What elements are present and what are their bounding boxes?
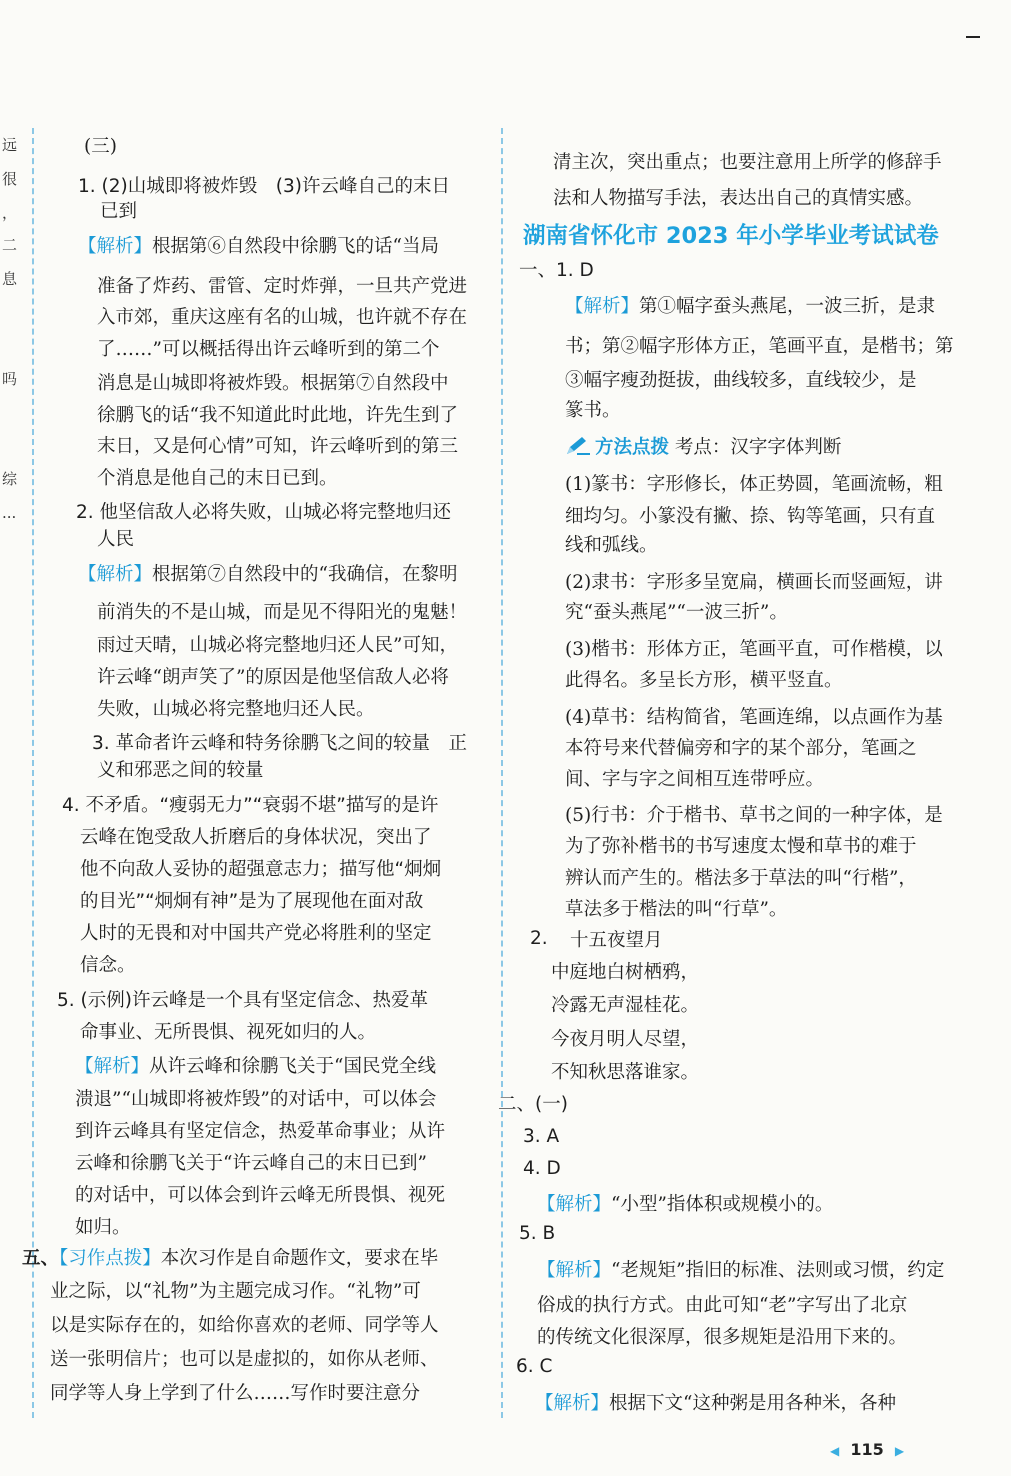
analysis-tag: 【解析】 (565, 296, 640, 317)
analysis-tag: 【解析】 (537, 1260, 612, 1281)
analysis-1-line: 准备了炸药、雷管、定时炸弹，一旦共产党进 (97, 276, 468, 297)
analysis-5-line: 的对话中，可以体会到许云峰无所畏惧、视死 (75, 1185, 446, 1206)
analysis-2-line: 前消失的不是山城，而是见不得阳光的鬼魅！ (97, 602, 468, 623)
answer-6: 6. C (516, 1356, 553, 1377)
answer-4-cont: 的目光”“炯炯有神”是为了展现他在面对敌 (80, 891, 424, 912)
method-tip-topic: 考点：汉字字体判断 (674, 437, 842, 458)
answer-3-cont: 义和邪恶之间的较量 (97, 760, 264, 781)
answer-4: 4. D (523, 1158, 561, 1179)
method-tip-line (565, 436, 841, 461)
writing-tip-line: 同学等人身上学到了什么……写作时要注意分 (50, 1383, 421, 1404)
script-note: 间、字与字之间相互连带呼应。 (565, 769, 825, 790)
column-divider-middle (501, 128, 503, 1418)
analysis-line: 【解析】“小型”指体积或规模小的。 (537, 1194, 834, 1215)
answer-2: 2. 他坚信敌人必将失败，山城必将完整地归还 (76, 502, 452, 523)
analysis-1-line: 个消息是他自己的末日已到。 (97, 468, 338, 489)
prev-arrow-icon: ◀ (830, 1444, 840, 1458)
script-note: (1)篆书：字形修长，体正势圆，笔画流畅，粗 (565, 474, 943, 495)
page-number-bar (830, 1440, 904, 1459)
analysis-line: 【解析】第①幅字蚕头燕尾，一波三折，是隶 (565, 296, 936, 317)
script-note: 辨认而产生的。楷法多于草法的叫“行楷”， (565, 868, 917, 889)
analysis-5-line: 溃退”“山城即将被炸毁”的对话中，可以体会 (75, 1089, 437, 1110)
answer-4-cont: 他不向敌人妥协的超强意志力；描写他“炯炯 (80, 859, 442, 880)
edge-char: 息 (2, 270, 18, 288)
script-note: 线和弧线。 (565, 535, 658, 556)
script-note: (4)草书：结构简省，笔画连绵，以点画作为基 (565, 707, 943, 728)
answer-1: 一、1. D (519, 260, 594, 281)
edge-char: 很 (2, 170, 18, 188)
script-note: 细均匀。小篆没有撇、捺、钩等笔画，只有直 (565, 506, 936, 527)
analysis-2-line: 许云峰“朗声笑了”的原因是他坚信敌人必将 (97, 667, 449, 688)
corner-mark (966, 36, 980, 38)
edge-char: ， (2, 204, 18, 222)
analysis-line: 俗成的执行方式。由此可知“老”字写出了北京 (537, 1295, 908, 1316)
section-two-heading: 二、(一) (498, 1094, 568, 1115)
analysis-tag: 【解析】 (78, 236, 153, 257)
analysis-1-line: 入市郊，重庆这座有名的山城，也许就不存在 (97, 307, 468, 328)
poem-title: 十五夜望月 (570, 930, 663, 951)
analysis-2-line: 雨过天晴，山城必将完整地归还人民”可知， (97, 635, 458, 656)
answer-2-number: 2. (530, 928, 548, 949)
analysis-5-line: 【解析】从许云峰和徐鹏飞关于“国民党全线 (75, 1056, 436, 1077)
answer-2-cont: 人民 (97, 529, 135, 550)
answer-1: 1. (2)山城即将被炸毁 (3)许云峰自己的末日 (78, 176, 450, 197)
answer-4-cont: 人时的无畏和对中国共产党必将胜利的坚定 (80, 923, 432, 944)
analysis-1-line: 【解析】根据第⑥自然段中徐鹏飞的话“当局 (78, 236, 439, 257)
writing-tip-tag: 【习作点拨】 (59, 1248, 161, 1269)
script-note: 究“蚕头燕尾”“一波三折”。 (565, 602, 788, 623)
answer-3: 3. A (523, 1126, 560, 1147)
edge-char: ... (2, 504, 17, 522)
edge-char: 综 (2, 470, 18, 488)
analysis-5-line: 云峰和徐鹏飞关于“许云峰自己的末日已到” (75, 1153, 427, 1174)
section-heading: (三) (84, 136, 117, 157)
analysis-tag: 【解析】 (537, 1194, 612, 1215)
exam-title: 湖南省怀化市 2023 年小学毕业考试试卷 (523, 223, 939, 249)
analysis-line: 篆书。 (565, 400, 621, 421)
analysis-line: 的传统文化很深厚，很多规矩是沿用下来的。 (537, 1327, 908, 1348)
analysis-2-line: 【解析】根据第⑦自然段中的“我确信，在黎明 (78, 564, 458, 585)
method-tip-tag: 方法点拨 (595, 437, 670, 458)
analysis-tag: 【解析】 (535, 1393, 610, 1414)
writing-tip-line: 业之际，以“礼物”为主题完成习作。“礼物”可 (50, 1281, 421, 1302)
script-note: 本符号来代替偏旁和字的某个部分，笔画之 (565, 738, 917, 759)
writing-tip-line: 清主次，突出重点；也要注意用上所学的修辞手 (553, 152, 942, 173)
answer-4-cont: 云峰在饱受敌人折磨后的身体状况，突出了 (80, 827, 432, 848)
section-number: 五、 (22, 1248, 60, 1269)
script-note: (3)楷书：形体方正，笔画平直，可作楷模，以 (565, 639, 943, 660)
script-note: (2)隶书：字形多呈宽扁，横画长而竖画短，讲 (565, 572, 943, 593)
analysis-tag: 【解析】 (75, 1056, 150, 1077)
analysis-1-line: 末日，又是何心情”可知，许云峰听到的第三 (97, 436, 458, 457)
analysis-5-line: 如归。 (75, 1217, 131, 1238)
analysis-1-line: 徐鹏飞的话“我不知道此时此地，许先生到了 (97, 405, 458, 426)
analysis-line: 书；第②幅字形体方正，笔画平直，是楷书；第 (565, 336, 954, 357)
script-note: 草法多于楷法的叫“行草”。 (565, 899, 788, 920)
answer-5-cont: 命事业、无所畏惧、视死如归的人。 (80, 1022, 377, 1043)
column-divider-left (32, 128, 34, 1418)
analysis-line: 【解析】“老规矩”指旧的标准、法则或习惯，约定 (537, 1260, 945, 1281)
answer-1-cont: 已到 (100, 201, 138, 222)
section-five-line: 五、【习作点拨】本次习作是自命题作文，要求在毕 (22, 1248, 439, 1269)
script-note: 此得名。多呈长方形，横平竖直。 (565, 670, 843, 691)
poem-line: 冷露无声湿桂花。 (551, 995, 700, 1016)
answer-5: 5. (示例)许云峰是一个具有坚定信念、热爱革 (57, 990, 428, 1011)
analysis-line: 【解析】根据下文“这种粥是用各种米，各种 (535, 1393, 896, 1414)
answer-4: 4. 不矛盾。“瘦弱无力”“衰弱不堪”描写的是许 (62, 795, 439, 816)
answer-4-cont: 信念。 (80, 955, 136, 976)
analysis-2-line: 失败，山城必将完整地归还人民。 (97, 699, 375, 720)
page-number: 115 (850, 1440, 884, 1459)
pencil-icon (565, 436, 591, 461)
analysis-tag: 【解析】 (78, 564, 153, 585)
answer-3: 3. 革命者许云峰和特务徐鹏飞之间的较量 正 (92, 733, 468, 754)
script-note: 为了弥补楷书的书写速度太慢和草书的难于 (565, 836, 917, 857)
poem-line: 中庭地白树栖鸦， (551, 962, 700, 983)
edge-char: 二 (2, 236, 18, 254)
edge-char: 远 (2, 136, 18, 154)
writing-tip-line: 以是实际存在的，如给你喜欢的老师、同学等人 (50, 1315, 439, 1336)
writing-tip-line: 送一张明信片；也可以是虚拟的，如你从老师、 (50, 1349, 439, 1370)
analysis-1-line: 了……”可以概括得出许云峰听到的第二个 (97, 339, 440, 360)
answer-5: 5. B (519, 1223, 556, 1244)
edge-char: 吗 (2, 370, 18, 388)
poem-line: 不知秋思落谁家。 (551, 1062, 700, 1083)
analysis-1-line: 消息是山城即将被炸毁。根据第⑦自然段中 (97, 373, 449, 394)
script-note: (5)行书：介于楷书、草书之间的一种字体，是 (565, 805, 943, 826)
next-arrow-icon: ▶ (894, 1444, 905, 1458)
poem-line: 今夜月明人尽望， (551, 1029, 700, 1050)
writing-tip-line: 法和人物描写手法，表达出自己的真情实感。 (553, 188, 924, 209)
analysis-5-line: 到许云峰具有坚定信念，热爱革命事业；从许 (75, 1121, 446, 1142)
analysis-line: ③幅字瘦劲挺拔，曲线较多，直线较少，是 (565, 370, 917, 391)
